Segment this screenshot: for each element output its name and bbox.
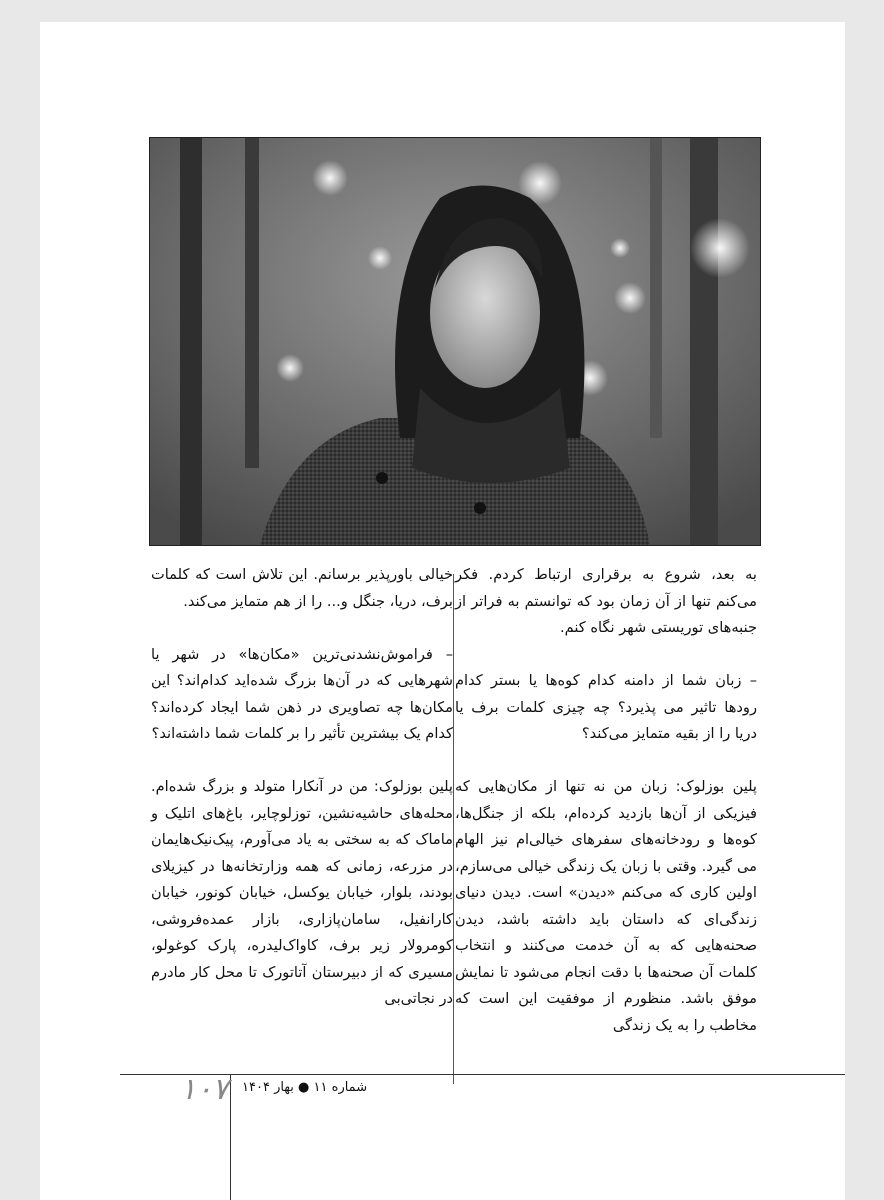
footer-divider <box>230 1074 231 1200</box>
article-column-right <box>455 562 757 1039</box>
column-divider <box>453 574 454 1084</box>
issue-info: شماره ۱۱ ● بهار ۱۴۰۴ <box>242 1080 368 1095</box>
article-paragraph: خیالی باورپذیر برسانم. این تلاش است که کلمات برف، دریا، جنگل و... را از هم متمایز می‌کند. <box>151 566 453 610</box>
article-column-left <box>151 562 453 1013</box>
article-paragraph: پلین بوزلوک: من در آنکارا متولد و بزرگ شده‌ام. محله‌های حاشیه‌نشین، توزلوچایر، باغ‌های اتلیک و ماماک که به سختی به یاد می‌آورم، پیک‌نیک‌هایمان در مزرعه، زمانی که همه وزارتخانه‌ها در کیزیلای بودند، بلوار، خیابان یوکسل، خیابان کونور، خیابان کارانفیل، سامان‌پازاری، بازار عمده‌فروشی، کومرولار زیر برف، کاواک‌لیدره، پارک کوغولو، مسیری که از دبیرستان آتاتورک تا محل کار مادرم در نجاتی‌بی <box>151 778 453 1007</box>
portrait-photo <box>149 137 761 546</box>
page-number: ۱۰۷ <box>180 1072 229 1107</box>
magazine-page <box>40 22 845 1200</box>
interview-question: – زبان شما از دامنه کدام کوه‌ها یا بستر کدام رودها تاثیر می پذیرد؟ چه چیزی کلمات برف یا دریا را از بقیه متمایز می‌کند؟ <box>455 672 757 742</box>
footer-rule <box>120 1074 845 1075</box>
article-paragraph: پلین بوزلوک: زبان من نه تنها از مکان‌هایی که فیزیکی از آن‌ها بازدید کرده‌ام، بلکه از جنگل‌ها، کوه‌ها و رودخانه‌های سفرهای خیالی‌ام نیز الهام می گیرد. وقتی با زبان یک زندگی خیالی می‌سازم، اولین کاری که می‌کنم «دیدن» است. دیدن دنیای زندگی‌ای که داستان باید داشته باشد، دیدن صحنه‌هایی که به آن خدمت می‌کنند و انتخاب کلمات آن صحنه‌ها با دقت انجام می‌شود تا نمایش موفق باشد. منظورم از موفقیت این است که مخاطب را به یک زندگی <box>455 778 757 1034</box>
article-paragraph: به بعد، شروع به برقراری ارتباط کردم. فکر می‌کنم تنها از آن زمان بود که توانستم به فراتر از جنبه‌های توریستی شهر نگاه کنم. <box>455 566 757 636</box>
interview-question: – فراموش‌نشدنی‌ترین «مکان‌ها» در شهر یا شهرهایی که در آن‌ها بزرگ شده‌اید کدام‌اند؟ این مکان‌ها چه تصاویری در ذهن شما ایجاد کرده‌اند؟ کدام یک بیشترین تأثیر را بر کلمات شما داشته‌اند؟ <box>151 645 453 742</box>
